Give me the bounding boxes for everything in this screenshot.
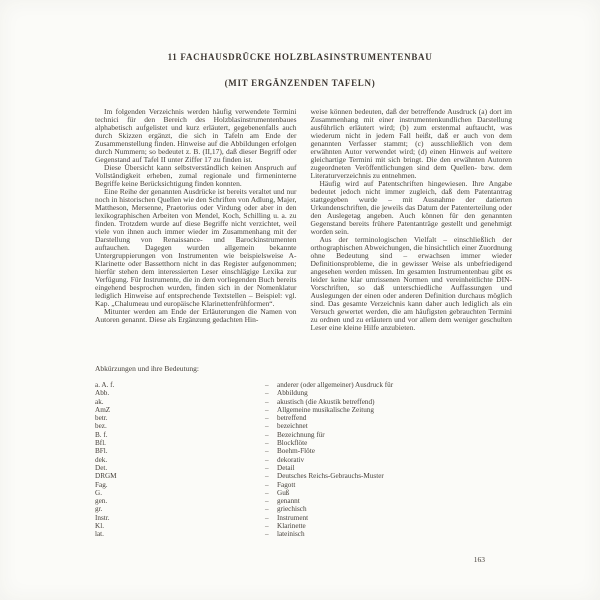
abbreviation-term: lat.: [95, 530, 104, 539]
body-column-left: [95, 108, 297, 332]
abbreviation-term: gr.: [95, 505, 103, 514]
abbreviation-meaning: dekorativ: [277, 455, 305, 464]
abbreviation-meaning: betreffend: [277, 414, 307, 423]
abbreviation-meaning: Boehm-Flöte: [277, 447, 315, 456]
abbreviation-row: [95, 497, 512, 505]
abbreviations-heading: Abkürzungen und ihre Bedeutung:: [95, 364, 199, 373]
abbreviation-term: BFl.: [95, 447, 108, 456]
abbreviation-row: [95, 406, 512, 414]
abbreviation-term: betr.: [95, 414, 108, 423]
page-title: 11 FACHAUSDRÜCKE HOLZBLASINSTRUMENTENBAU: [167, 52, 433, 62]
abbreviation-dash: –: [265, 497, 269, 506]
abbreviation-meaning: Instrument: [277, 513, 309, 522]
paragraph: Diese Übersicht kann selbstverständlich keinen Anspruch auf Vollständigkeit erheben, zumal regionale und firmeninterne Begriffe keine Berücksichtigung finden konnten.: [95, 163, 297, 188]
abbreviation-meaning: anderer (oder allgemeiner) Ausdruck für: [277, 381, 394, 389]
abbreviation-term: Abb.: [95, 389, 110, 398]
abbreviation-dash: –: [265, 530, 269, 539]
abbreviation-row: [95, 472, 512, 480]
abbreviation-dash: –: [265, 505, 269, 514]
abbreviation-row: [95, 489, 512, 497]
abbreviation-meaning: akustisch (die Akustik betreffend): [277, 397, 375, 406]
abbreviation-meaning: Klarinette: [277, 522, 306, 531]
abbreviation-dash: –: [265, 455, 269, 464]
abbreviation-row: [95, 422, 512, 430]
abbreviation-row: [95, 530, 512, 538]
abbreviation-meaning: Abbildung: [277, 389, 308, 398]
abbreviation-term: B. f.: [95, 430, 108, 439]
abbreviation-dash: –: [265, 381, 269, 389]
abbreviation-meaning: genannt: [277, 497, 300, 506]
page-number: 163: [473, 555, 485, 564]
abbreviation-meaning: Detail: [277, 463, 295, 472]
abbreviation-dash: –: [265, 522, 269, 531]
abbreviations-list: [95, 381, 512, 539]
abbreviation-row: [95, 505, 512, 513]
paragraph: Aus der terminologischen Vielfalt – einschließlich der orthographischen Abweichungen, die hinsichtlich einer Zuordnung ohne Bedeutung sind – erwachsen immer wieder Definitionsprobleme, die in gewisser Weise als unbefriedigend angesehen werden müssen. Im gesamten Instrumentenbau gibt es leider keine klar umrissenen Normen und vereinheitlichte DIN-Vorschriften, so daß unterschiedliche Auffassungen und Auslegungen der einen oder anderen Definition durchaus möglich sind. Das gesamte Verzeichnis kann daher auch lediglich als ein Versuch gewertet werden, die am häufigsten gebrauchten Termini zu ordnen und zu erläutern und vor allem dem weniger geschulten Leser eine kleine Hilfe anzubieten.: [310, 235, 512, 332]
paragraph: Häufig wird auf Patentschriften hingewiesen. Ihre Angabe bedeutet jedoch nicht immer zugleich, daß dem Patentantrag stattgegeben wurde – mit Ausnahme der datierten Urkundenschriften, die jeweils das Datum der Patenterteilung oder den Auslegetag angeben. Auch können für den genannten Gegenstand bereits frühere Patentanträge gestellt und genehmigt worden sein.: [310, 179, 512, 236]
abbreviation-dash: –: [265, 513, 269, 522]
paragraph: Im folgenden Verzeichnis werden häufig verwendete Termini technici für den Bereich des Holzblasinstrumentenbaues alphabetisch aufgelistet und kurz erläutert, gegebenenfalls auch durch Skizzen ergänzt, die sich in Tafeln am Ende der Zusammenstellung finden. Hinweise auf die Abbildungen erfolgen durch Nummern; so bedeutet z. B. (II,17), daß dieser Begriff oder Gegenstand auf Tafel II unter Ziffer 17 zu finden ist.: [95, 107, 297, 164]
abbreviation-meaning: Bezeichnung für: [277, 430, 325, 439]
body-text: [95, 108, 512, 332]
abbreviation-row: [95, 481, 512, 489]
abbreviation-dash: –: [265, 414, 269, 423]
abbreviation-row: [95, 398, 512, 406]
abbreviation-row: [95, 389, 512, 397]
abbreviation-term: Kl.: [95, 522, 104, 531]
abbreviation-term: Det.: [95, 463, 108, 472]
abbreviation-row: [95, 456, 512, 464]
paragraph: Eine Reihe der genannten Ausdrücke ist bereits veraltet und nur noch in historischen Quellen wie den Schriften von Adlung, Majer, Mattheson, Mersenne, Praetorius oder Virdung oder aber in den lexikographischen Arbeiten von Mendel, Koch, Schilling u. a. zu finden. Trotzdem wurde auf diese Begriffe nicht verzichtet, weil viele von ihnen auch immer wieder im Zusammenhang mit der Darstellung von Renaissance- und Barockinstrumenten auftauchen. Dagegen wurden allgemein bekannte Untergruppierungen von Instrumenten wie beispielsweise A-Klarinette oder Bassetthorn nicht in das Register aufgenommen; hierfür stehen dem interessierten Leser einschlägige Lexika zur Verfügung. Für Instrumente, die in dem vorliegenden Buch bereits eingehend besprochen wurden, finden sich in der Nomenklatur lediglich Hinweise auf entsprechende Textstellen – Beispiel: vgl. Kap. „Chalumeau und europäische Klarinettenfrühformen“.: [95, 187, 297, 308]
abbreviation-meaning: Fagott: [277, 480, 296, 489]
abbreviation-term: dek.: [95, 455, 108, 464]
abbreviation-term: Bfl.: [95, 439, 106, 448]
abbreviation-meaning: bezeichnet: [277, 422, 308, 431]
abbreviation-dash: –: [265, 422, 269, 431]
abbreviation-term: AmZ: [95, 405, 111, 414]
abbreviation-dash: –: [265, 463, 269, 472]
abbreviation-dash: –: [265, 472, 269, 481]
paragraph: Mitunter werden am Ende der Erläuterungen die Namen von Autoren genannt. Diese als Ergänzung gedachten Hin-: [95, 307, 297, 324]
abbreviation-row: [95, 431, 512, 439]
abbreviation-dash: –: [265, 430, 269, 439]
abbreviation-row: [95, 414, 512, 422]
abbreviation-dash: –: [265, 480, 269, 489]
abbreviation-term: Fag.: [95, 480, 108, 489]
abbreviation-meaning: Deutsches Reichs-Gebrauchs-Muster: [277, 472, 384, 481]
abbreviation-row: [95, 514, 512, 522]
abbreviation-dash: –: [265, 397, 269, 406]
paragraph: weise können bedeuten, daß der betreffende Ausdruck (a) dort im Zusammenhang mit einer instrumentenkundlichen Darstellung ausführlich erläutert wird; (b) zum erstenmal auftaucht, was wiederum nicht in jedem Fall heißt, daß er auch von dem genannten Verfasser stammt; (c) ausschließlich von dem erwähnten Autor verwendet wird; (d) einen Hinweis auf weitere gleichartige Termini mit sich bringt. Die den erwähnten Autoren zugeordneten Veröffentlichungen sind dem Quellen- bzw. dem Literaturverzeichnis zu entnehmen.: [310, 107, 512, 180]
abbreviation-dash: –: [265, 405, 269, 414]
abbreviation-row: [95, 439, 512, 447]
abbreviation-term: ak.: [95, 397, 104, 406]
abbreviation-meaning: Blockflöte: [277, 439, 308, 448]
abbreviation-row: [95, 381, 512, 389]
abbreviation-term: Instr.: [95, 513, 110, 522]
abbreviation-dash: –: [265, 439, 269, 448]
abbreviation-meaning: Allgemeine musikalische Zeitung: [277, 405, 375, 414]
abbreviation-dash: –: [265, 447, 269, 456]
body-column-right: [311, 108, 513, 332]
abbreviation-term: gen.: [95, 497, 108, 506]
abbreviation-term: bez.: [95, 422, 107, 431]
abbreviation-row: [95, 447, 512, 455]
abbreviation-row: [95, 522, 512, 530]
abbreviation-term: a. A. f.: [95, 381, 115, 389]
abbreviation-term: DRGM: [95, 472, 117, 481]
abbreviation-dash: –: [265, 488, 269, 497]
abbreviation-row: [95, 464, 512, 472]
abbreviation-meaning: griechisch: [277, 505, 307, 514]
abbreviation-meaning: lateinisch: [277, 530, 305, 539]
abbreviation-dash: –: [265, 389, 269, 398]
page-subtitle: (MIT ERGÄNZENDEN TAFELN): [224, 78, 376, 88]
abbreviation-term: G.: [95, 488, 102, 497]
abbreviation-meaning: Guß: [277, 488, 290, 497]
